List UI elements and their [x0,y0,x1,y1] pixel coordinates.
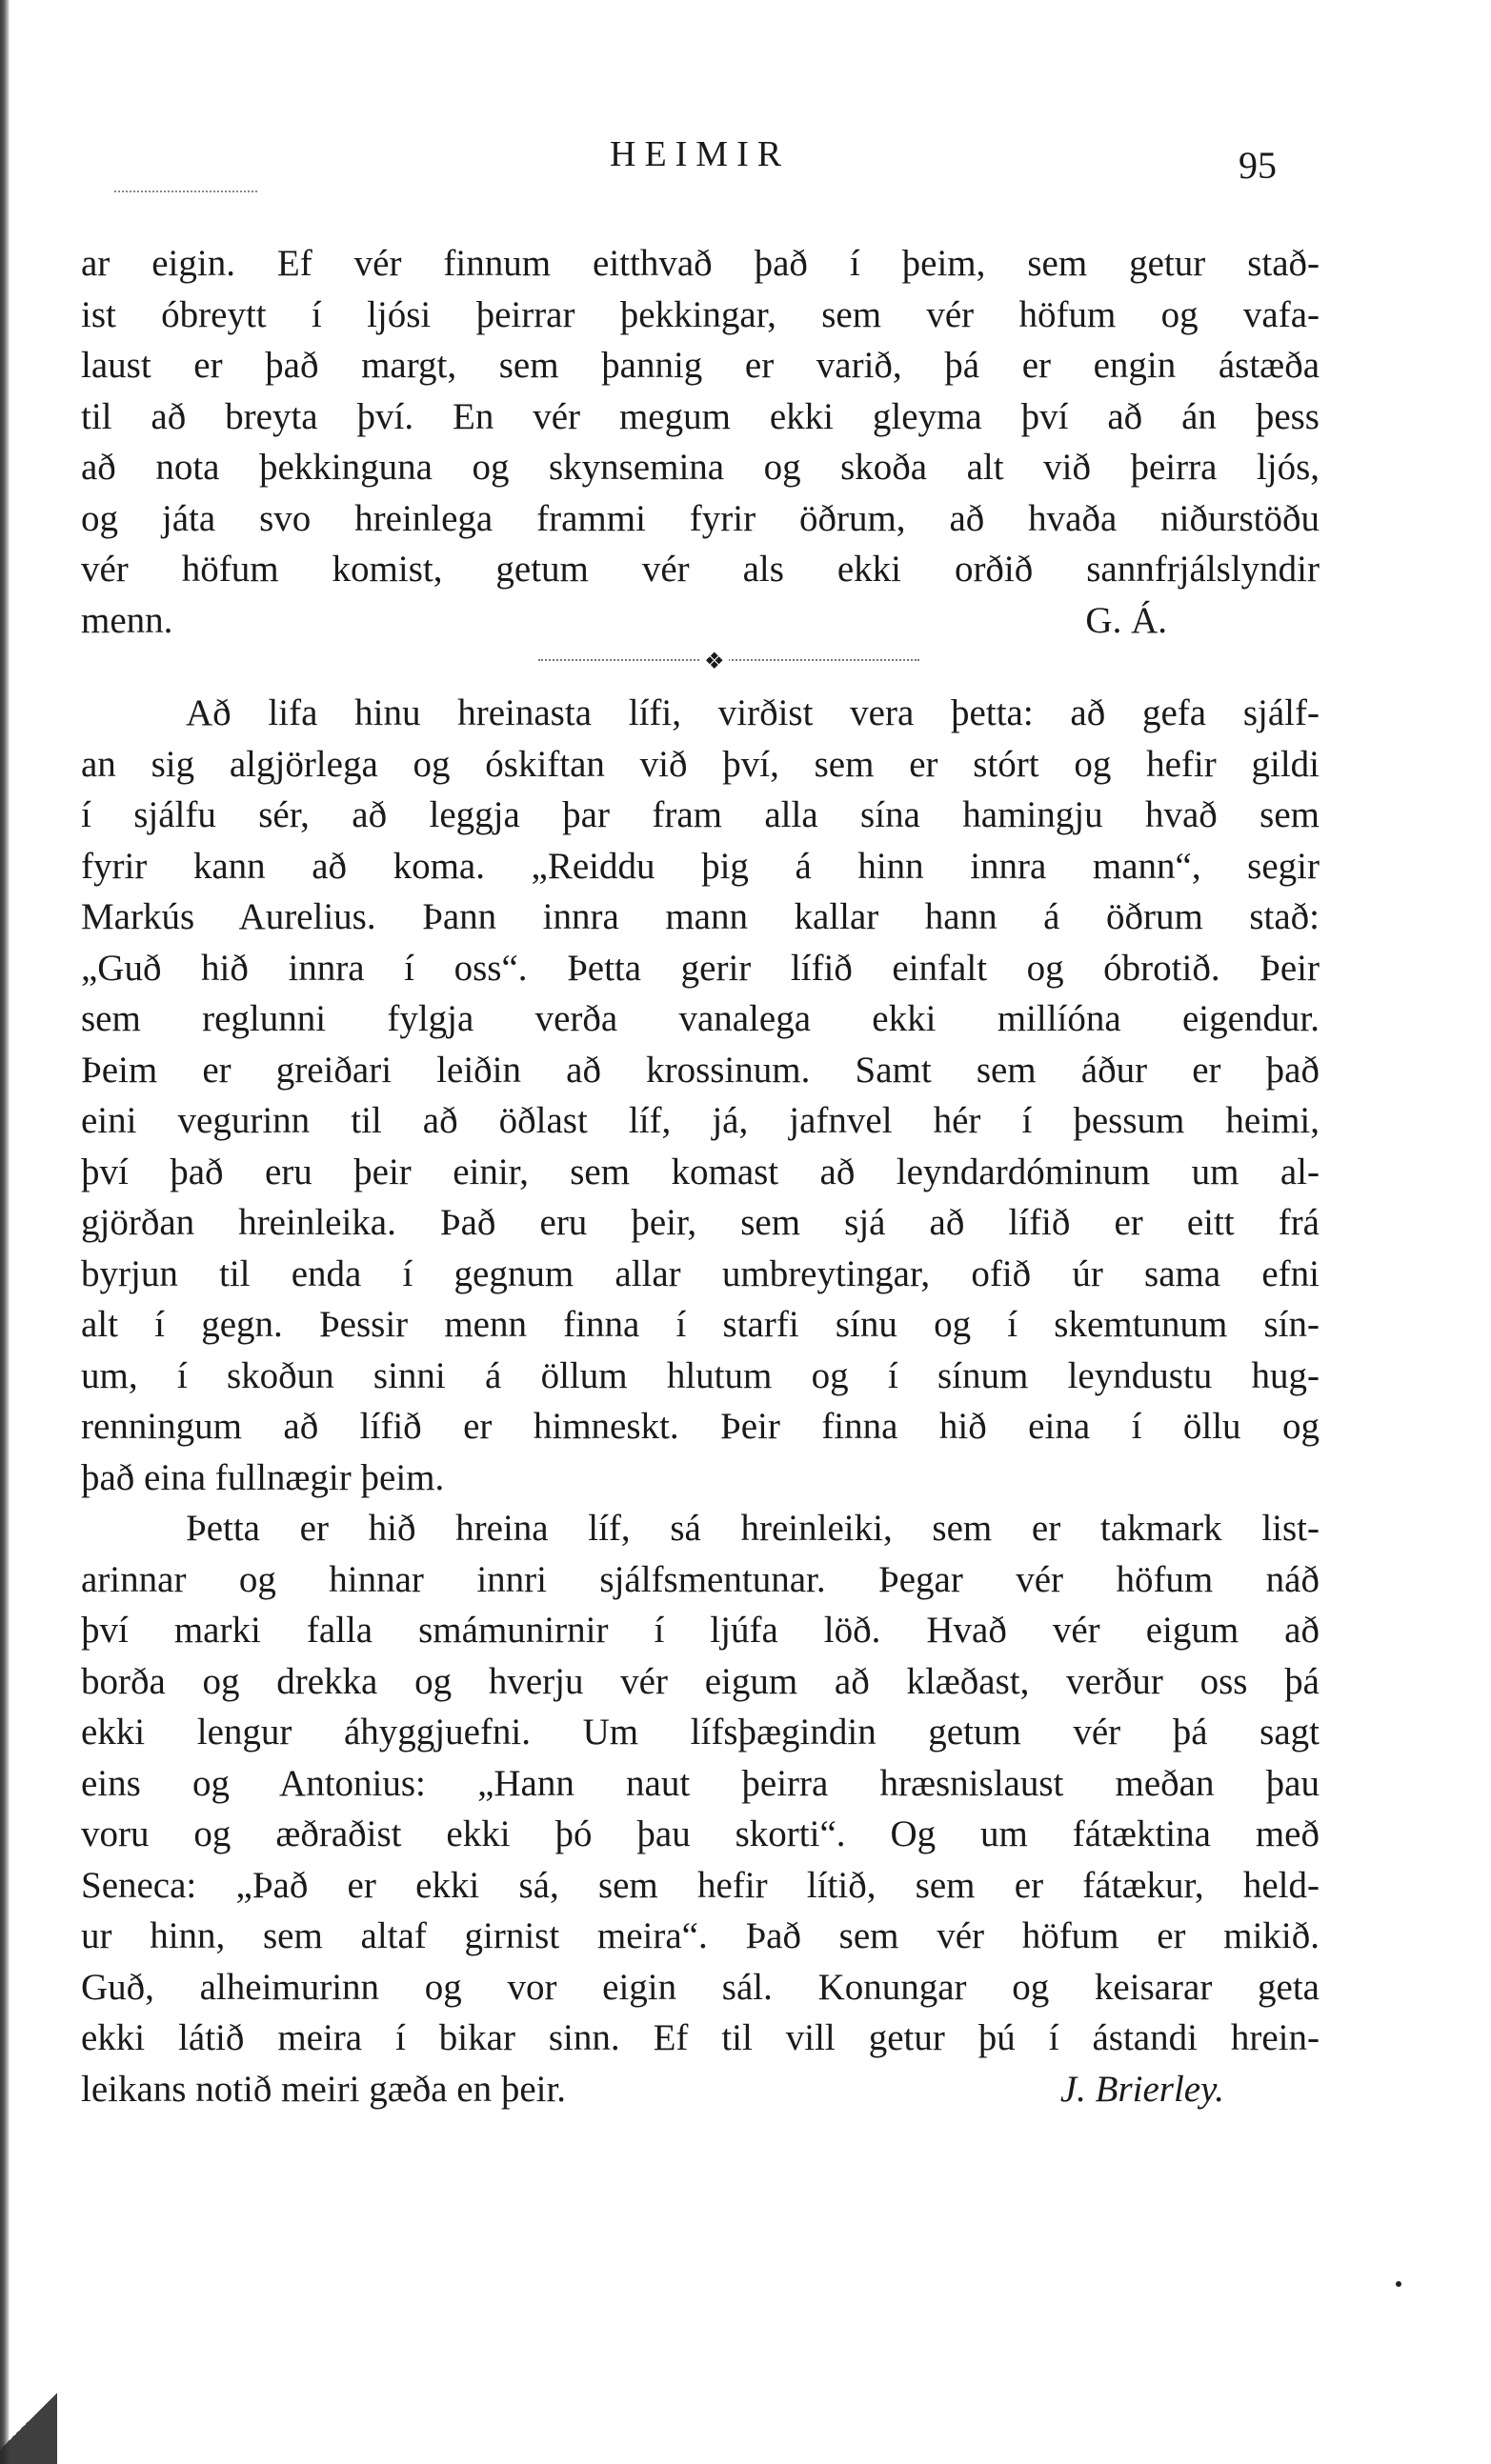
text-line: Seneca: „Það er ekki sá, sem hefir lítið, sem er fátækur, held- [81,1864,1320,1906]
text-line: an sig algjörlega og óskiftan við því, sem er stórt og hefir gildi [81,743,1320,785]
text-line: leikans notið meiri gæða en þeir. [81,2068,567,2110]
text-line: að nota þekkinguna og skynsemina og skoða alt við þeirra ljós, [81,447,1320,488]
text-line: voru og æðraðist ekki þó þau skorti“. Og um fátæktina með [81,1813,1320,1854]
text-line: arinnar og hinnar innri sjálfsmentunar. Þegar vér höfum náð [81,1558,1320,1600]
running-title: HEIMIR [610,134,791,174]
text-line: ist óbreytt í ljósi þeirrar þekkingar, sem vér höfum og vafa- [81,293,1320,335]
text-line: því marki falla smámunirnir í ljúfa löð. Hvað vér eigum að [81,1610,1320,1651]
author-signature: J. Brierley. [1059,2068,1224,2110]
text-line: Guð, alheimurinn og vor eigin sál. Konungar og keisarar geta [81,1966,1320,2008]
page-header [95,133,1334,190]
print-speck [1396,2281,1401,2287]
text-line: um, í skoðun sinni á öllum hlutum og í sínum leyndustu hug- [81,1354,1320,1396]
text-line: „Guð hið innra í oss“. Þetta gerir lífið einfalt og óbrotið. Þeir [81,947,1320,989]
text-line: gjörðan hreinleika. Það eru þeir, sem sjá að lífið er eitt frá [81,1202,1320,1243]
text-line: ekki látið meira í bikar sinn. Ef til vill getur þú í ástandi hrein- [81,2017,1320,2058]
text-line: renningum að lífið er himneskt. Þeir finna hið eina í öllu og [81,1406,1320,1447]
page-binding-edge [0,0,10,2464]
text-line: Þeim er greiðari leiðin að krossinum. Samt sem áður er það [81,1049,1320,1091]
section-2 [81,688,1320,2114]
header-rule [114,190,257,192]
page-body [81,238,1320,2114]
separator-ornament-icon: ❖ [700,648,729,675]
text-line: til að breyta því. En vér megum ekki gleyma því að án þess [81,395,1320,437]
text-line: í sjálfu sér, að leggja þar fram alla sína hamingju hvað sem [81,794,1320,835]
text-line: borða og drekka og hverju vér eigum að klæðast, verður oss þá [81,1660,1320,1702]
section-2-closing-line [81,2064,1320,2115]
section-1-closing-line [81,595,1320,647]
text-line: Að lifa hinu hreinasta lífi, virðist vera þetta: að gefa sjálf- [186,692,1320,733]
text-line: Þetta er hið hreina líf, sá hreinleiki, sem er takmark list- [186,1508,1320,1549]
text-line: ekki lengur áhyggjuefni. Um lífsþægindin getum vér þá sagt [81,1712,1320,1753]
text-line: vér höfum komist, getum vér als ekki orðið sannfrjálslyndir [81,549,1320,590]
section-separator [81,646,1320,688]
text-line: alt í gegn. Þessir menn finna í starfi sínu og í skemtunum sín- [81,1304,1320,1345]
text-line: ur hinn, sem altaf girnist meira“. Það sem vér höfum er mikið. [81,1915,1320,1956]
text-line: og játa svo hreinlega frammi fyrir öðrum, að hvaða niðurstöðu [81,497,1320,539]
separator-rule [538,659,919,661]
text-line: eini vegurinn til að öðlast líf, já, jafnvel hér í þessum heimi, [81,1100,1320,1141]
page-corner-shadow [0,2378,57,2464]
text-line: sem reglunni fylgja verða vanalega ekki millíóna eigendur. [81,998,1320,1039]
text-line: það eina fullnægir þeim. [81,1456,445,1498]
text-line: Markús Aurelius. Þann innra mann kallar hann á öðrum stað: [81,896,1320,937]
text-line: fyrir kann að koma. „Reiddu þig á hinn innra mann“, segir [81,845,1320,887]
text-line: því það eru þeir einir, sem komast að leyndardóminum um al- [81,1151,1320,1192]
text-line: eins og Antonius: „Hann naut þeirra hræsnislaust meðan þau [81,1762,1320,1804]
section-1 [81,238,1320,646]
text-line: byrjun til enda í gegnum allar umbreytingar, ofið úr sama efni [81,1252,1320,1294]
text-line: laust er það margt, sem þannig er varið, þá er engin ástæða [81,345,1320,386]
page-number: 95 [1239,144,1277,187]
text-line: ar eigin. Ef vér finnum eitthvað það í þeim, sem getur stað- [81,243,1320,284]
text-line: menn. [81,599,173,641]
author-signature: G. Á. [1085,599,1167,641]
